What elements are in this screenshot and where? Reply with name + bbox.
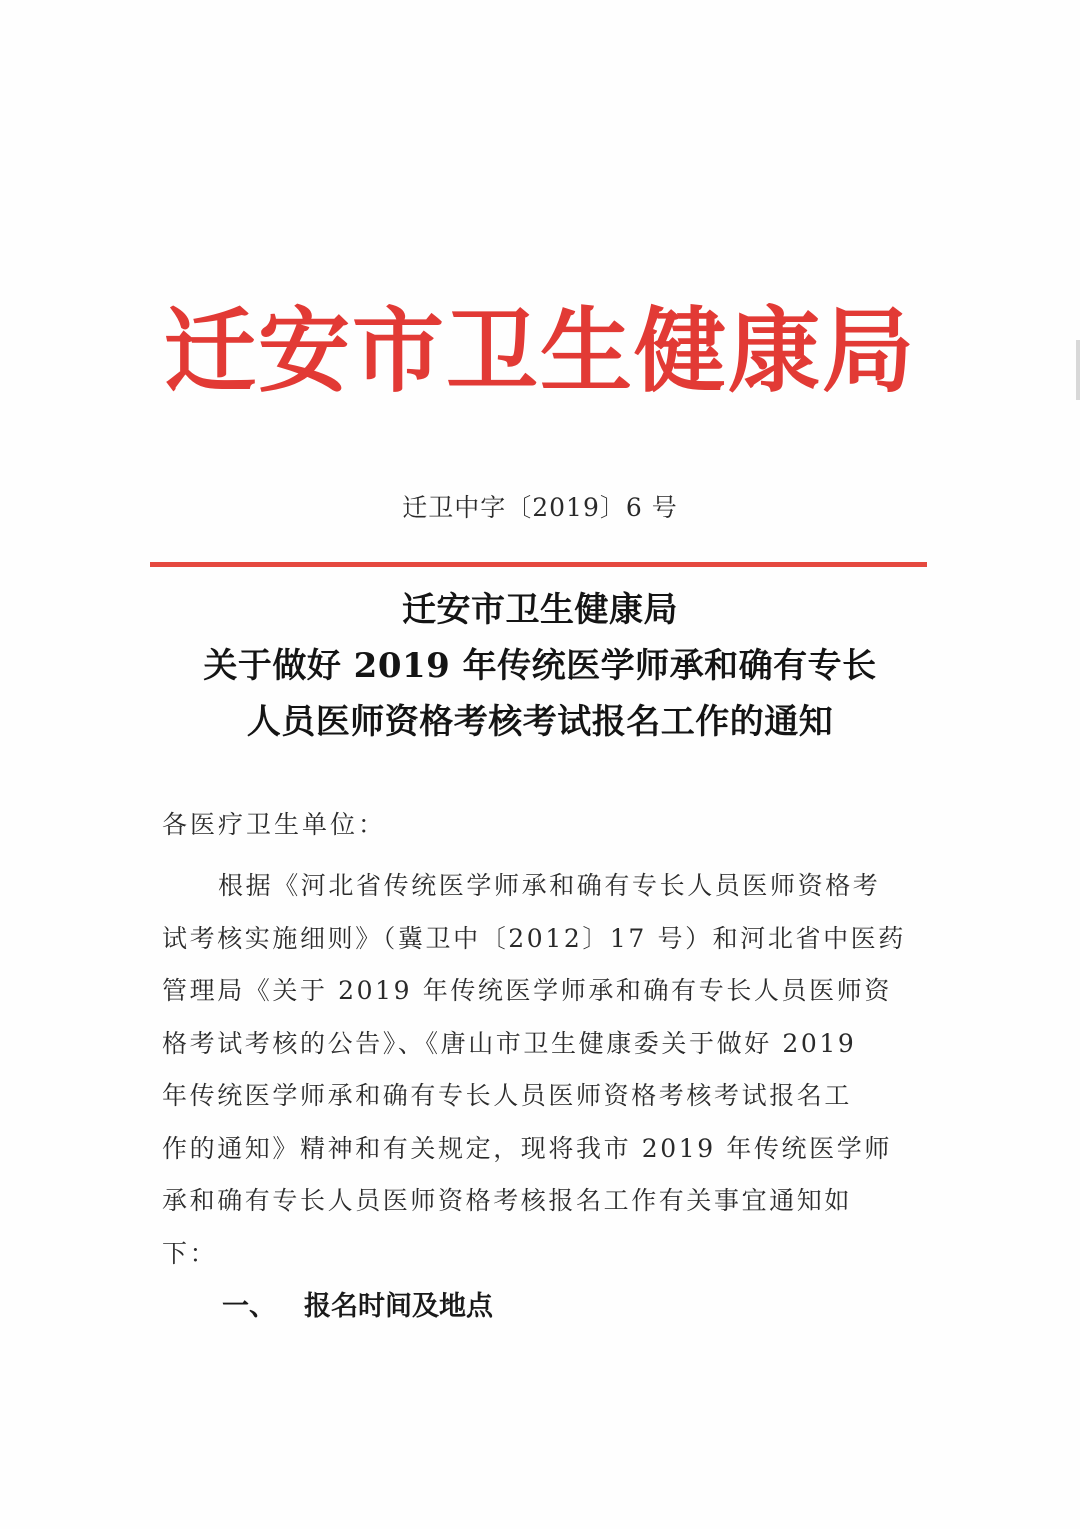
- salutation: 各医疗卫生单位：: [162, 810, 387, 839]
- agency-letterhead: 迁安市卫生健康局: [163, 297, 916, 405]
- title-line-2: 关于做好 2019 年传统医学师承和确有专长: [203, 646, 877, 686]
- section-number: 一、: [222, 1291, 276, 1322]
- body-line-8: 下：: [162, 1238, 218, 1268]
- scan-edge-mark: [1076, 340, 1080, 400]
- title-line-1: 迁安市卫生健康局: [402, 590, 678, 630]
- title-line-3: 人员医师资格考核考试报名工作的通知: [246, 702, 834, 742]
- section-heading-text: 报名时间及地点: [304, 1291, 493, 1322]
- document-number: 迁卫中字〔2019〕6 号: [402, 493, 678, 522]
- body-line-3: 管理局《关于 2019 年传统医学师承和确有专长人员医师资: [162, 976, 892, 1005]
- document-title: [0, 582, 1080, 750]
- body-line-6: 作的通知》精神和有关规定，现将我市 2019 年传统医学师: [162, 1133, 892, 1163]
- red-divider-line: [150, 562, 927, 567]
- body-paragraph: [162, 860, 906, 1280]
- body-line-5: 年传统医学师承和确有专长人员医师资格考核考试报名工: [162, 1081, 853, 1110]
- body-line-1: 根据《河北省传统医学师承和确有专长人员医师资格考: [218, 871, 881, 900]
- body-line-7: 承和确有专长人员医师资格考核报名工作有关事宜通知如: [162, 1186, 853, 1215]
- body-line-2: 试考核实施细则》（冀卫中〔2012〕17 号）和河北省中医药: [162, 923, 906, 953]
- section-heading-1: [222, 1286, 493, 1328]
- body-line-4: 格考试考核的公告》、《唐山市卫生健康委关于做好 2019: [162, 1028, 857, 1058]
